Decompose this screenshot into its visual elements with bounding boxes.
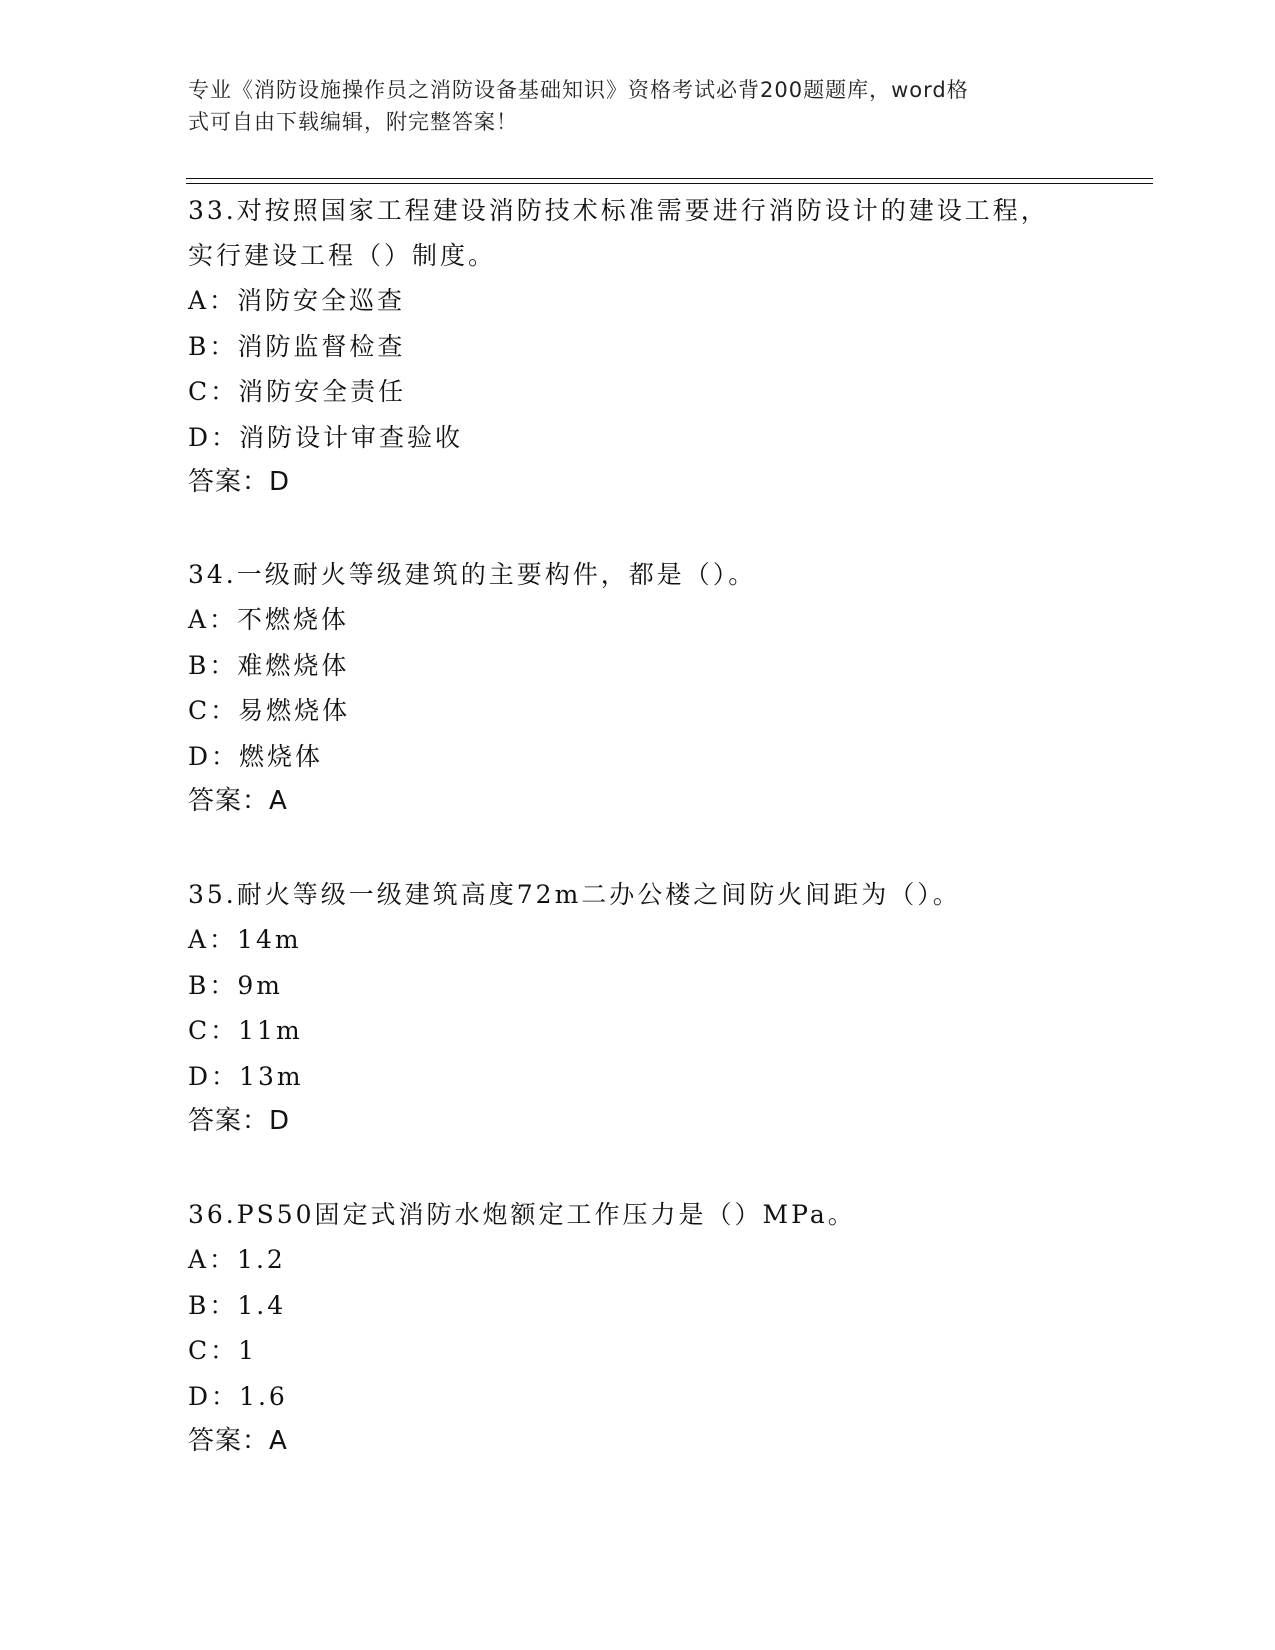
option-c: C：消防安全责任	[188, 377, 407, 406]
question-35	[188, 872, 1088, 1144]
document-header	[188, 74, 1068, 138]
option-b: B：难燃烧体	[188, 650, 350, 680]
option-a: A：14m	[188, 925, 302, 954]
question-stem-line-2: 实行建设工程（）制度。	[188, 241, 497, 270]
header-line-2: 式可自由下载编辑，附完整答案！	[188, 110, 518, 134]
header-divider-bottom	[186, 183, 1153, 184]
answer-label: 答案：A	[188, 1426, 288, 1456]
question-stem-line-1: 34.一级耐火等级建筑的主要构件，都是（）。	[188, 560, 757, 589]
header-divider-top	[186, 178, 1153, 179]
option-d: D：燃烧体	[188, 741, 324, 771]
question-33	[188, 188, 1088, 505]
option-c: C：易燃烧体	[188, 696, 351, 725]
option-b: B：消防监督检查	[188, 331, 406, 361]
option-a: A：1.2	[188, 1245, 286, 1274]
question-34	[188, 552, 1088, 824]
option-b: B：9m	[188, 970, 283, 1000]
header-line-1: 专业《消防设施操作员之消防设备基础知识》资格考试必背200题题库，word格	[188, 78, 969, 102]
answer-label: 答案：D	[188, 1106, 291, 1136]
option-d: D：1.6	[188, 1381, 288, 1411]
option-c: C：11m	[188, 1016, 303, 1045]
option-c: C：1	[188, 1336, 258, 1365]
option-a: A：不燃烧体	[188, 605, 350, 634]
option-a: A：消防安全巡查	[188, 286, 406, 315]
option-d: D：13m	[188, 1061, 304, 1091]
answer-label: 答案：A	[188, 786, 288, 816]
option-d: D：消防设计审查验收	[188, 422, 464, 452]
question-stem-line-1: 35.耐火等级一级建筑高度72m二办公楼之间防火间距为（）。	[188, 880, 961, 909]
answer-label: 答案：D	[188, 467, 291, 497]
question-stem-line-1: 36.PS50固定式消防水炮额定工作压力是（）MPa。	[188, 1200, 856, 1229]
question-stem-line-1: 33.对按照国家工程建设消防技术标准需要进行消防设计的建设工程，	[188, 196, 1049, 225]
option-b: B：1.4	[188, 1290, 287, 1320]
question-36	[188, 1192, 1088, 1464]
